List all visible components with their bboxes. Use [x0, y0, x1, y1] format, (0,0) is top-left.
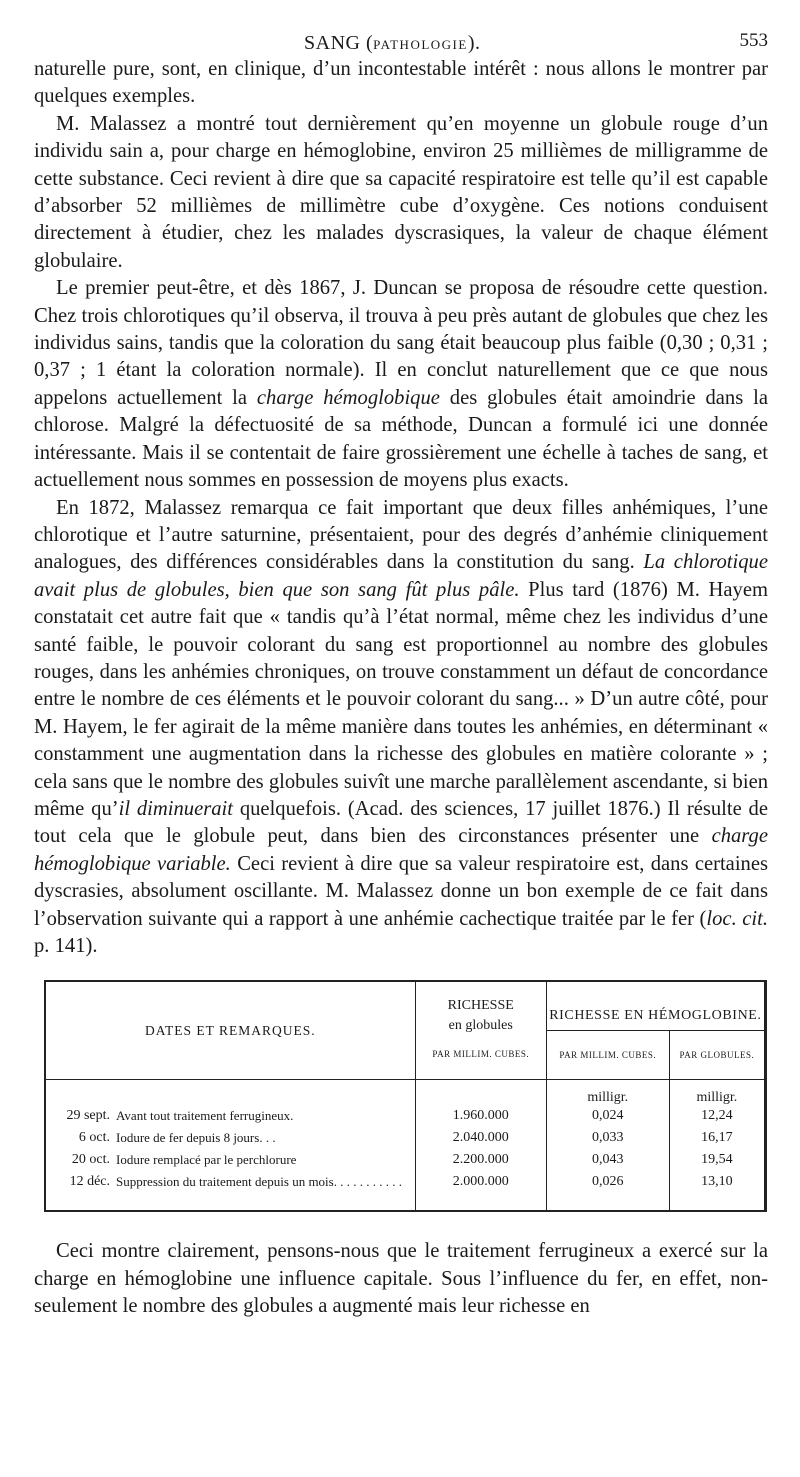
row-hemo-globule: 13,10: [701, 1174, 733, 1190]
paragraph: [34, 275, 768, 494]
italic-text: charge hémoglobique variable.: [34, 825, 768, 875]
italic-text: charge hémoglobique: [256, 386, 440, 409]
header-hemo-mm3: PAR MILLIM. CUBES.: [546, 1031, 669, 1080]
row-date: 12 déc.: [69, 1174, 110, 1190]
row-hemo-globule: 19,54: [701, 1152, 733, 1168]
document-page: [34, 22, 768, 1321]
italic-text: La chlorotique avait plus de globules, bien que son sang fût plus pâle.: [34, 551, 768, 601]
paragraph: [34, 56, 768, 111]
row-hemo-mm3: 0,043: [546, 1150, 669, 1172]
row-remark: Suppression du traitement depuis un mois. . . . . . . . . . .: [116, 1172, 415, 1210]
header-dates: DATES ET REMARQUES.: [46, 982, 415, 1080]
paragraph: [34, 495, 768, 961]
row-globules: 2.200.000: [415, 1150, 546, 1172]
units-globules: [415, 1080, 546, 1107]
table-row: [46, 1150, 764, 1172]
paragraph-text: naturelle pure, sont, en clinique, d’un incontestable intérêt : nous allons le montrer par quelques exemples.: [34, 58, 768, 108]
running-head-main: SANG (: [304, 32, 374, 54]
row-globules: 2.000.000: [415, 1172, 546, 1210]
paragraph-text: des globules était amoindrie dans la chlorose. Malgré la défectuosité de sa méthode, Duncan a formulé ici une donnée intéressante. Mais il se contentait de faire grossièrement une échelle à taches de sang, et actuellement nous sommes en possession de moyens plus exacts.: [34, 386, 768, 492]
row-date: 6 oct.: [78, 1130, 110, 1146]
paragraph: [34, 111, 768, 275]
paragraph-text: En 1872, Malassez remarqua ce fait important que deux filles anhémiques, l’une chlorotique et l’autre saturnine, présentaient, pour des degrés d’anhémie cliniquement analogues, des différences considérables dans la constitution du sang.: [34, 496, 768, 574]
row-globules: 1.960.000: [415, 1106, 546, 1128]
row-hemo-mm3: 0,026: [546, 1172, 669, 1210]
closing-paragraph: [34, 1238, 768, 1320]
row-remark: Avant tout traitement ferrugineux.: [116, 1106, 415, 1128]
table-body: [46, 1080, 764, 1211]
closing-paragraph-text: Ceci montre clairement, pensons-nous que le traitement ferrugineux a exercé sur la charge en hémoglobine une influence capitale. Sous l’influence du fer, en effet, non-seulement le nombre des globules a augmenté mais leur richesse en: [34, 1240, 768, 1318]
units-remark: [116, 1080, 415, 1107]
page-header: [34, 22, 768, 56]
header-hemoglobine: RICHESSE EN HÉMOGLOBINE.: [546, 982, 764, 1031]
header-hemo-globule: PAR GLOBULES.: [669, 1031, 764, 1080]
paragraph-text: Le premier peut-être, et dès 1867, J. Duncan se proposa de résoudre cette question. Chez trois chlorotiques qu’il observa, il trouva à peu près autant de globules que chez les individus sains, tandis que la coloration du sang était beaucoup plus faible (0,30 ; 0,31 ; 0,37 ; 1 étant la coloration normale). Il en conclut naturellement que ce que nous appelons actuellement la: [34, 277, 768, 409]
table-row: [46, 1128, 764, 1150]
row-remark: Iodure de fer depuis 8 jours. . .: [116, 1128, 415, 1150]
row-hemo-mm3: 0,024: [546, 1106, 669, 1128]
table-row: [46, 1172, 764, 1210]
paragraph-text: p. 141).: [34, 935, 98, 957]
header-richesse-unit: PAR MILLIM. CUBES.: [432, 1049, 530, 1060]
row-remark: Iodure remplacé par le perchlorure: [116, 1150, 415, 1172]
units-row: [46, 1080, 764, 1107]
row-hemo-mm3: 0,033: [546, 1128, 669, 1150]
units-date: [46, 1080, 116, 1107]
units-hemo-mm3: milligr.: [546, 1080, 669, 1107]
row-globules: 2.040.000: [415, 1128, 546, 1150]
row-hemo-globule: 12,24: [701, 1108, 733, 1124]
header-richesse-line2: en globules: [448, 1018, 513, 1034]
running-head: [304, 32, 481, 55]
italic-text: loc. cit.: [706, 907, 768, 930]
paragraph-text: quelquefois. (Acad. des sciences, 17 juillet 1876.) Il résulte de tout cela que le globule peut, dans bien des circonstances présenter une: [34, 797, 768, 848]
units-hemo-globule: milligr.: [696, 1090, 738, 1106]
data-table: [44, 980, 767, 1212]
paragraph-text: Ceci revient à dire que sa valeur respiratoire est, dans certaines dyscrasies, absolument oscillante. M. Malassez donne un bon exemple de ce fait dans l’observation suivante qui a rapport à une anhémie cachectique traitée par le fer (: [34, 852, 768, 930]
row-date: 29 sept.: [66, 1108, 110, 1124]
paragraph-text: Plus tard (1876) M. Hayem constatait cet autre fait que « tandis qu’à l’état normal, même chez les individus d’une santé faible, le pouvoir colorant du sang est proportionnel au nombre des globules rouges, dans les anhémies chroniques, on trouve constamment un défaut de concordance entre le nombre de ces éléments et le pouvoir colorant du sang... » D’un autre côté, pour M. Hayem, le fer agirait de la même manière dans toutes les anhémies, en déterminant « constamment une augmentation dans la richesse des globules en matière colorante » ; cela sans que le nombre des globules suivît une marche parallèlement ascendante, si bien même qu’: [34, 578, 768, 820]
row-date: 20 oct.: [71, 1152, 110, 1168]
page-number: 553: [739, 30, 768, 51]
table-row: [46, 1106, 764, 1128]
row-hemo-globule: 16,17: [701, 1130, 733, 1146]
running-head-close: ).: [467, 32, 481, 54]
header-richesse-line1: RICHESSE: [447, 998, 514, 1014]
paragraph-text: M. Malassez a montré tout dernièrement qu’en moyenne un globule rouge d’un individu sain a, pour charge en hémoglobine, environ 25 millièmes de milligramme de cette substance. Ceci revient à dire que sa capacité respiratoire est telle qu’il est capable d’absorber 52 millièmes de millimètre cube d’oxygène. Ces notions conduisent directement à étudier, chez les malades dyscrasiques, la valeur de chaque élément globulaire.: [34, 112, 768, 272]
running-head-sub: PATHOLOGIE: [373, 37, 468, 52]
italic-text: il diminuerait: [118, 797, 233, 820]
body-text: [34, 56, 768, 960]
header-richesse: [415, 982, 546, 1080]
